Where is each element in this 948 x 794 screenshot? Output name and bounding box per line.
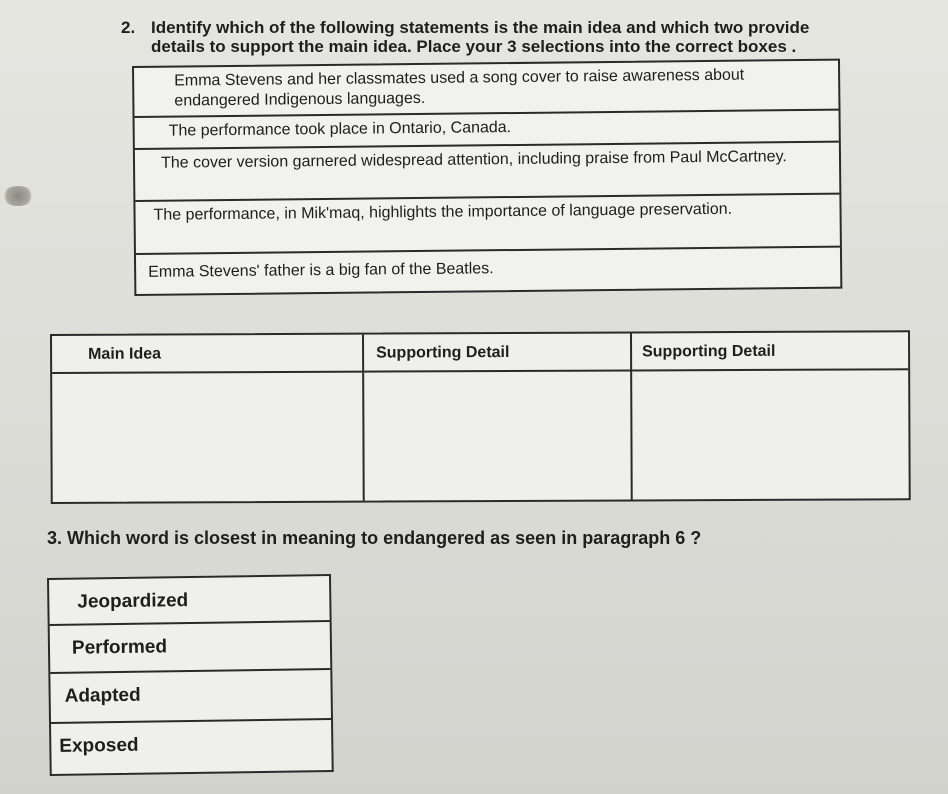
answer-table: [50, 330, 911, 504]
statements-box: [132, 59, 842, 296]
answer-options-box: [47, 574, 334, 776]
statement-option[interactable]: The performance took place in Ontario, Canada.: [135, 111, 839, 150]
question-3-number: 3.: [47, 528, 63, 548]
supporting-detail-answer-box-1[interactable]: [364, 371, 633, 500]
statement-option[interactable]: The cover version garnered widespread attention, including praise from Paul McCartney.: [135, 143, 840, 202]
answer-option[interactable]: Exposed: [59, 734, 139, 757]
statement-option[interactable]: Emma Stevens and her classmates used a song cover to raise awareness about endangered Indigenous languages.: [134, 61, 838, 118]
supporting-detail-header-2: Supporting Detail: [632, 332, 908, 371]
supporting-detail-answer-box-2[interactable]: [632, 370, 909, 499]
question-3-key-word: endangered: [383, 528, 486, 548]
main-idea-answer-box[interactable]: [52, 373, 365, 502]
answer-option[interactable]: Adapted: [50, 670, 331, 724]
question-3-text-before: Which word is closest in meaning to: [67, 528, 379, 548]
statement-option[interactable]: The performance, in Mik'maq, highlights the importance of language preservation.: [135, 195, 840, 255]
question-2-number: 2.: [121, 18, 136, 37]
supporting-detail-header-1: Supporting Detail: [364, 333, 632, 372]
question-3-prompt: [47, 528, 701, 549]
answer-option[interactable]: Jeopardized: [49, 576, 330, 626]
answer-option[interactable]: Performed: [50, 622, 331, 674]
question-2-prompt-line1: Identify which of the following statements is the main idea and which two provide: [151, 18, 810, 37]
statement-option[interactable]: Emma Stevens' father is a big fan of the Beatles.: [148, 260, 494, 281]
main-idea-header: Main Idea: [52, 335, 364, 374]
pencil-mark: [2, 186, 34, 206]
question-2-prompt-line2: details to support the main idea. Place your 3 selections into the correct boxes .: [151, 37, 797, 56]
question-3-text-after: as seen in paragraph 6 ?: [490, 528, 702, 548]
